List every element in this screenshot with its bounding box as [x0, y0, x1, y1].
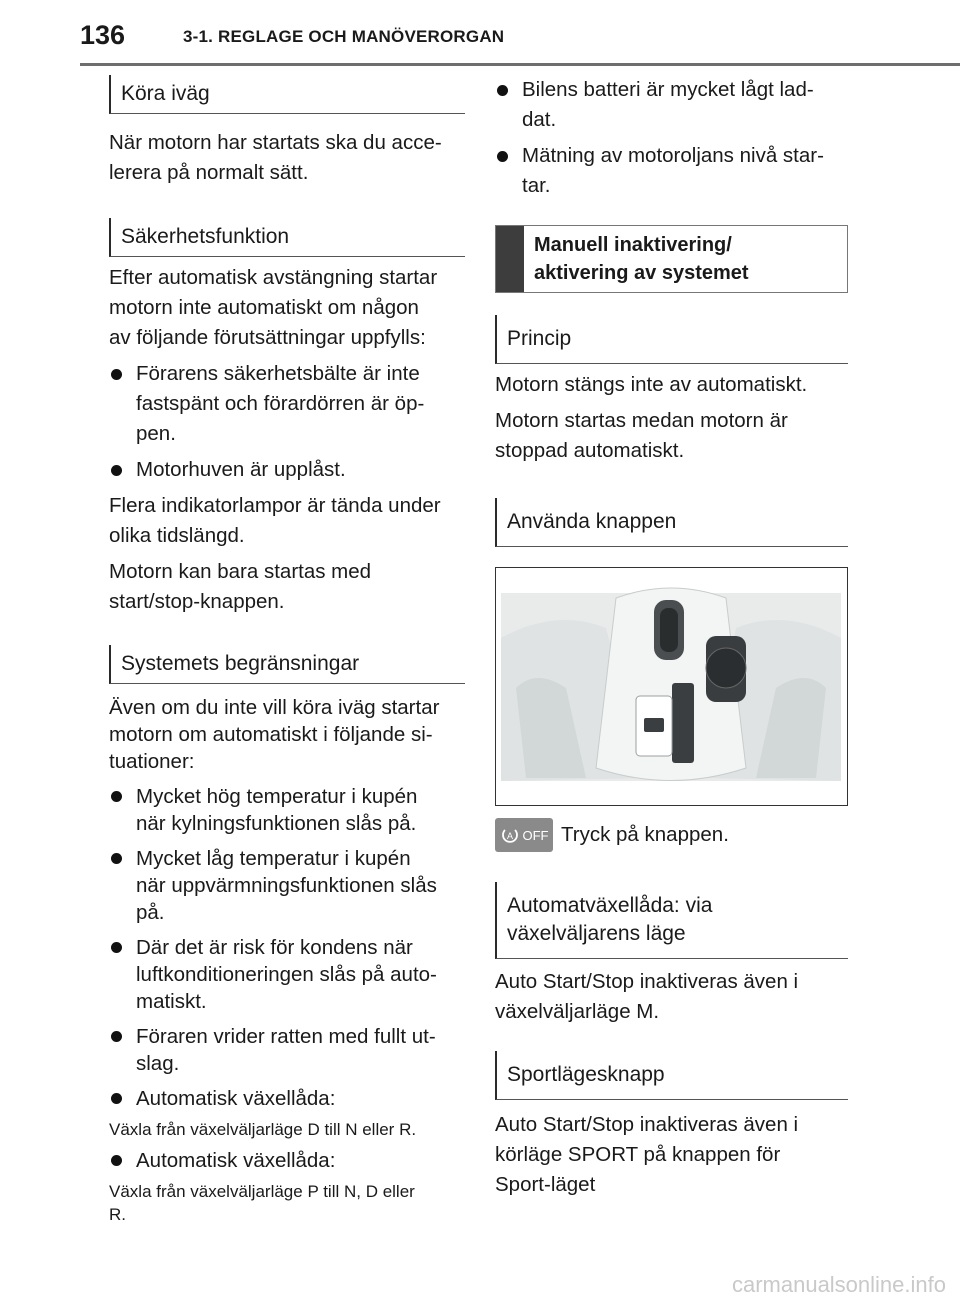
- list-item: Mycket låg temperatur i kupén när uppvärmningsfunktionen slås på.: [109, 845, 465, 926]
- bullet-icon: [111, 942, 122, 953]
- list-item: Där det är risk för kondens när luftkonditioneringen slås på auto- matiskt.: [109, 934, 465, 1015]
- list-item: Mätning av motoroljans nivå star- tar.: [495, 141, 848, 201]
- note-text: Växla från växelväljarläge P till N, D eller R.: [109, 1182, 415, 1224]
- subheading-princip: Princip: [495, 315, 848, 364]
- left-column: [109, 75, 465, 1226]
- button-off-label: OFF: [522, 827, 549, 843]
- paragraph: Motorn kan bara startas med start/stop-knappen.: [109, 560, 372, 613]
- subheading-sakerhetsfunktion: Säkerhetsfunktion: [109, 218, 465, 257]
- bullet-icon: [111, 1155, 122, 1166]
- console-photo: [495, 567, 848, 806]
- list-item: Motorhuven är upplåst.: [109, 455, 465, 485]
- button-instruction: [495, 818, 848, 852]
- paragraph: Flera indikatorlampor är tända under olika tidslängd.: [109, 494, 441, 547]
- subheading-sportlagesknapp: Sportlägesknapp: [495, 1051, 848, 1100]
- paragraph: När motorn har startats ska du acce- lerera på normalt sätt.: [109, 131, 442, 184]
- list-item: Automatisk växellåda:: [109, 1147, 465, 1174]
- list-item: Förarens säkerhetsbälte är inte fastspänt och förardörren är öp- pen.: [109, 359, 465, 449]
- list-item: Bilens batteri är mycket lågt lad- dat.: [495, 75, 848, 135]
- header-divider: [80, 63, 960, 66]
- bullet-icon: [111, 1093, 122, 1104]
- press-instruction: Tryck på knappen.: [561, 823, 729, 846]
- list-item: Föraren vrider ratten med fullt ut- slag.: [109, 1023, 465, 1077]
- subheading-systemets-begransningar: Systemets begränsningar: [109, 645, 465, 684]
- paragraph: Motorn startas medan motorn är stoppad automatiskt.: [495, 409, 788, 462]
- paragraph: Auto Start/Stop inaktiveras även i körläge SPORT på knappen för Sport-läget: [495, 1113, 799, 1196]
- bullet-icon: [111, 1031, 122, 1042]
- watermark-footer: carmanualsonline.info: [731, 1272, 946, 1297]
- svg-text:A: A: [506, 831, 513, 841]
- chapter-title: 3-1. REGLAGE OCH MANÖVERORGAN: [183, 27, 505, 46]
- bullet-icon: [497, 151, 508, 162]
- bullet-icon: [111, 853, 122, 864]
- bullet-icon: [111, 369, 122, 380]
- subheading-kora-ivag: Köra iväg: [109, 75, 465, 114]
- section-heading: [495, 225, 848, 293]
- section-heading-bar: [496, 226, 524, 292]
- bullet-icon: [111, 465, 122, 476]
- list-item: Mycket hög temperatur i kupén när kylningsfunktionen slås på.: [109, 783, 465, 837]
- auto-start-stop-icon: [500, 825, 520, 845]
- auto-start-stop-off-button[interactable]: [495, 818, 553, 852]
- list-item: Automatisk växellåda:: [109, 1085, 465, 1112]
- bullet-icon: [497, 85, 508, 96]
- note-text: Växla från växelväljarläge D till N eller R.: [109, 1120, 417, 1139]
- paragraph: Motorn stängs inte av automatiskt.: [495, 373, 808, 396]
- paragraph: Även om du inte vill köra iväg startar motorn om automatiskt i följande si- tuationer:: [109, 696, 440, 773]
- subheading-anvanda-knappen: Använda knappen: [495, 498, 848, 547]
- subheading-automatvaxellada: Automatväxellåda: via växelväljarens läge: [495, 882, 848, 959]
- page-number: 136: [80, 20, 126, 50]
- paragraph: Auto Start/Stop inaktiveras även i växelväljarläge M.: [495, 970, 799, 1023]
- bullet-icon: [111, 791, 122, 802]
- center-console-illustration: [496, 568, 847, 805]
- paragraph: Efter automatisk avstängning startar motorn inte automatiskt om någon av följande förutsättningar uppfylls:: [109, 266, 438, 349]
- section-heading-text: Manuell inaktivering/ aktivering av systemet: [534, 234, 749, 284]
- right-column: [495, 75, 848, 1200]
